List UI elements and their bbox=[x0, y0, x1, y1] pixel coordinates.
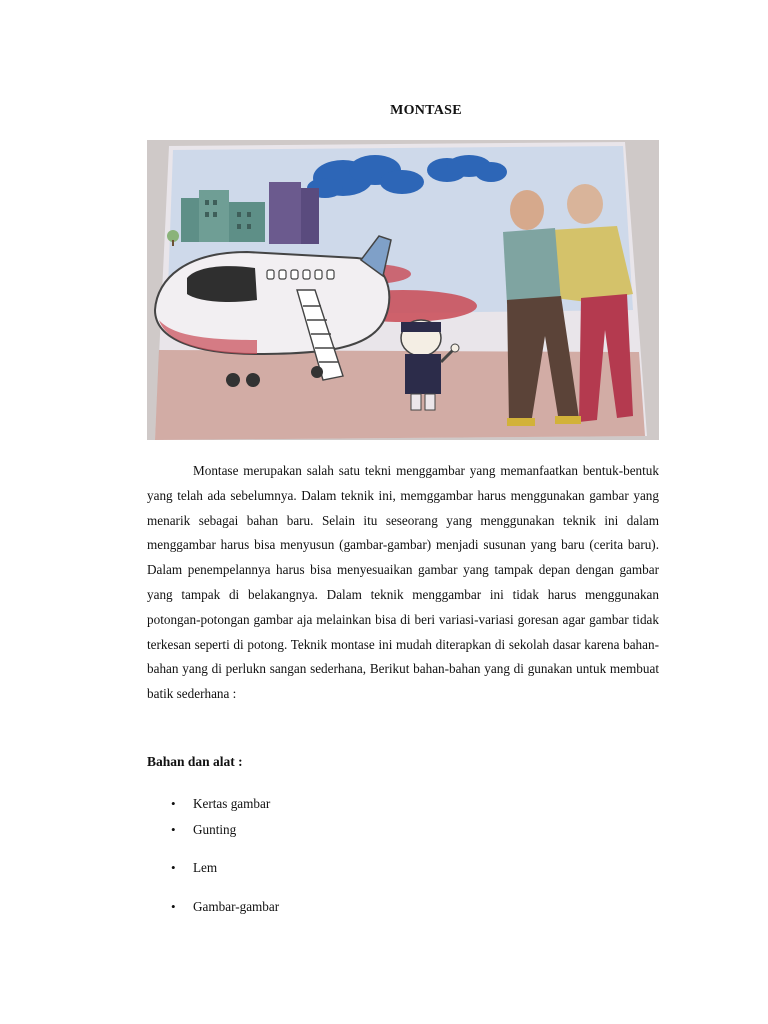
bullet-icon: • bbox=[171, 860, 176, 875]
materials-heading: Bahan dan alat : bbox=[147, 754, 243, 769]
body-paragraph: Montase merupakan salah satu tekni menggambar yang memanfaatkan bentuk-bentuk yang telah ada sebelumnya. Dalam teknik ini, memggambar harus menggunakan gambar yang menarik sebagai bahan baru. Selain itu seseorang yang menggunakan teknik ini dalam menggambar harus bisa menyusun (gambar-gambar) menjadi susunan yang baru (cerita baru). Dalam penempelannya harus bisa menyesuaikan gambar yang tampak depan dengan gambar yang tampak di belakangnya. Dalam teknik menggambar ini tidak harus menggunakan potongan-potongan gambar aja melainkan bisa di beri variasi-variasi goresan agar gambar tidak terkesan seperti di potong. Teknik montase ini mudah diterapkan di sekolah dasar karena bahan-bahan yang di perlukn sangan sederhana, Berikut bahan-bahan yang di gunakan untuk membuat batik sederhana : bbox=[147, 463, 659, 702]
airplane-cockpit bbox=[187, 266, 257, 302]
list-item-label: Gunting bbox=[193, 822, 237, 837]
montage-illustration bbox=[147, 140, 659, 440]
document-title: MONTASE bbox=[390, 103, 462, 118]
bullet-icon: • bbox=[171, 796, 176, 811]
list-item-label: Kertas gambar bbox=[193, 796, 271, 811]
bullet-icon: • bbox=[171, 899, 176, 914]
list-item-label: Gambar-gambar bbox=[193, 899, 280, 914]
montage-photo bbox=[147, 140, 659, 440]
list-item-label: Lem bbox=[193, 860, 218, 875]
bullet-icon: • bbox=[171, 822, 176, 837]
